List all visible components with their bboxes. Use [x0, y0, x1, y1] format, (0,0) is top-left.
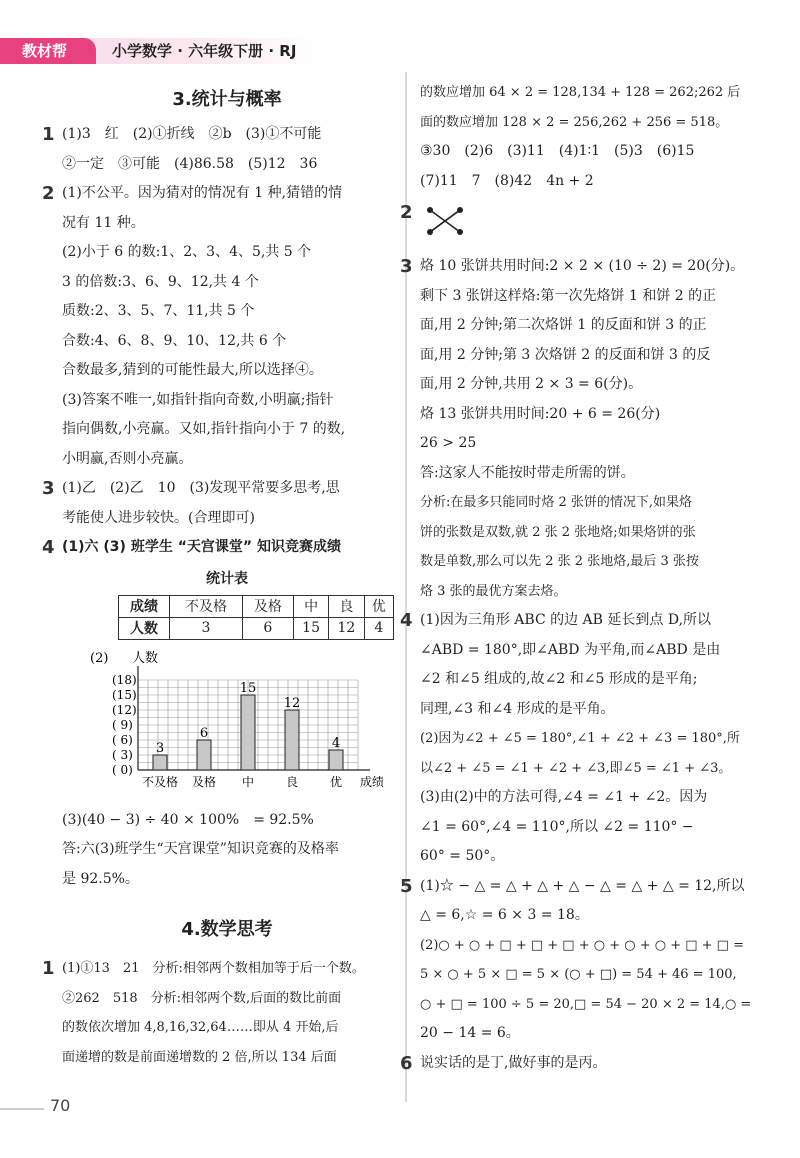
q3-line: 烙 13 张饼共用时间:20 + 6 = 26(分): [420, 405, 661, 422]
table-cell: 12: [329, 617, 364, 639]
q5-line: ○ + □ = 100 ÷ 5 = 20,□ = 54 − 20 × 2 = 14,○ =: [420, 996, 752, 1012]
q4-line: 同理,∠3 和∠4 形成的是平角。: [420, 700, 615, 717]
q3-line: [400, 252, 780, 282]
y-tick-label: ( 6): [112, 732, 133, 747]
q1-text: ②一定 ③可能 (4)86.58 (5)12 36: [62, 155, 318, 172]
q4-title: (1)六 (3) 班学生 “天宫课堂” 知识竞赛成绩: [62, 539, 341, 555]
q2-line: [62, 297, 392, 327]
q1-line: [62, 150, 392, 180]
s4q1-text: (1)①13 21 分析:相邻两个数相加等于后一个数。: [62, 961, 365, 976]
q6-text: 说实话的是丁,做好事的是丙。: [420, 1054, 607, 1071]
q3-line: [42, 474, 392, 504]
s4q1-line: ②262 518 分析:相邻两个数,后面的数比前面: [62, 990, 342, 1006]
bar: [329, 750, 343, 770]
q3-text: 考能使人进步较快。(合理即可): [62, 509, 255, 526]
header-tag: 教材帮: [0, 38, 96, 64]
bar: [197, 740, 211, 770]
x-tick-label: 中: [241, 774, 255, 789]
bar: [153, 755, 167, 770]
y-tick-label: ( 0): [112, 762, 133, 777]
q1-text: (1)3 红 (2)①折线 ②b (3)①不可能: [62, 126, 322, 142]
table-cell: 15: [293, 617, 328, 639]
y-tick-label: ( 9): [112, 717, 133, 732]
right-column: [400, 78, 780, 1078]
y-tick-label: (18): [112, 672, 137, 687]
q4-line: [42, 533, 392, 563]
q4-line: ∠1 = 60°,∠4 = 110°,所以 ∠2 = 110° −: [420, 818, 694, 835]
q2-line: [62, 415, 392, 445]
q2-line: [62, 356, 392, 386]
y-axis-label: 人数: [132, 650, 159, 666]
section4-title: 4.数学思考: [181, 919, 273, 940]
matching-lines-figure: [420, 196, 480, 252]
q3-analysis-line: 烙 3 张的最优方案去烙。: [420, 583, 567, 599]
bar-value-label: 15: [239, 680, 257, 696]
q-number: 3: [42, 478, 55, 499]
q-number: 5: [400, 875, 413, 897]
q4-line: ∠ABD = 180°,即∠ABD 为平角,而∠ABD 是由: [420, 641, 721, 658]
bar: [241, 695, 255, 770]
page-header: [0, 32, 330, 72]
q3-line: 面,用 2 分钟;第二次烙饼 1 的反面和饼 3 的正: [420, 317, 707, 333]
table-cell: 6: [242, 617, 293, 639]
x-tick-label: 及格: [191, 774, 217, 789]
x-tick-label: 良: [285, 774, 299, 789]
column-divider: [405, 72, 407, 1102]
y-tick-label: ( 3): [112, 747, 133, 762]
cont-line: 面的数应增加 128 × 2 = 256,262 + 256 = 518。: [420, 114, 729, 130]
q-number: 6: [400, 1052, 413, 1074]
bar-value-label: 3: [155, 740, 165, 756]
s4q1-line: 面递增的数是前面递增数的 2 倍,所以 134 后面: [62, 1049, 337, 1065]
q2-text: (1)不公平。因为猜对的情况有 1 种,猜错的情: [62, 185, 343, 201]
q-number: 2: [400, 202, 413, 223]
q1-line: [42, 120, 392, 150]
q2-text: 合数:4、6、8、9、10、12,共 6 个: [62, 332, 287, 349]
y-tick-label: (15): [112, 687, 137, 702]
q2-line: [62, 209, 392, 239]
q4-line: (2)因为∠2 + ∠5 = 180°,∠1 + ∠2 + ∠3 = 180°,所: [420, 731, 740, 746]
q4-text: (1)因为三角形 ABC 的边 AB 延长到点 D,所以: [420, 612, 712, 628]
q3-text: 烙 10 张饼共用时间:2 × 2 × (10 ÷ 2) = 20(分)。: [420, 258, 745, 274]
table-row: [119, 617, 394, 639]
chart-label: (2): [90, 650, 109, 666]
x-tick-label: 优: [329, 774, 343, 789]
bar-value-label: 12: [283, 695, 301, 711]
cont-line: ③30 (2)6 (3)11 (4)1∶1 (5)3 (6)15: [420, 143, 695, 159]
q4-line: ∠2 和∠5 组成的,故∠2 和∠5 形成的是平角;: [420, 671, 698, 687]
table-cell: 及格: [242, 595, 293, 617]
bar-chart: [62, 646, 392, 806]
page-number: 70: [50, 1096, 71, 1115]
q3-line: 26 > 25: [420, 435, 477, 451]
q2-text: 合数最多,猜到的可能性最大,所以选择④。: [62, 362, 323, 378]
bar-chart-svg: [62, 646, 392, 806]
q2-line: [42, 179, 392, 209]
q2-text: 小明赢,否则小亮赢。: [62, 450, 193, 467]
q2-matching: [400, 196, 780, 252]
q3-text: (1)乙 (2)乙 10 (3)发现平常要多思考,思: [62, 480, 340, 496]
cont-line: (7)11 7 (8)42 4n + 2: [420, 172, 594, 189]
q5-line: 5 × ○ + 5 × □ = 5 × (○ + □) = 54 + 46 = 100,: [420, 967, 737, 982]
q5-line: [400, 872, 780, 902]
score-table: [118, 595, 394, 640]
bar-value-label: 6: [199, 725, 209, 741]
bar-value-label: 4: [331, 735, 341, 751]
table-row: [119, 595, 394, 617]
table-cell: 不及格: [170, 595, 243, 617]
q5-text: (1)☆ − △ = △ + △ + △ − △ = △ + △ = 12,所以: [420, 877, 745, 894]
q5-line: (2)○ + ○ + □ + □ + □ + ○ + ○ + ○ + □ + □ =: [420, 937, 744, 953]
q2-text: 况有 11 种。: [62, 214, 145, 231]
q3-analysis-line: 饼的张数是双数,就 2 张 2 张地烙;如果烙饼的张: [420, 524, 696, 540]
q2-line: [62, 445, 392, 475]
q2-text: 质数:2、3、5、7、11,共 5 个: [62, 303, 255, 319]
q2-text: (2)小于 6 的数:1、2、3、4、5,共 5 个: [62, 244, 312, 260]
q3-analysis-line: 数是单数,那么可以先 2 张 2 张地烙,最后 3 张按: [420, 554, 699, 569]
cont-line: 的数应增加 64 × 2 = 128,134 + 128 = 262;262 后: [420, 85, 741, 100]
q-number: 1: [42, 124, 55, 145]
header-title: 小学数学 · 六年级下册 · RJ: [112, 42, 297, 60]
q-number: 4: [42, 537, 55, 558]
q5-line: 20 − 14 = 6。: [420, 1025, 520, 1041]
section3-title: 3.统计与概率: [172, 89, 282, 110]
q4-line: 60° = 50°。: [420, 848, 505, 864]
q2-text: 3 的倍数:3、6、9、12,共 4 个: [62, 273, 259, 290]
q4-answer-line: 答:六(3)班学生“天宫课堂”知识竞赛的及格率: [62, 841, 339, 857]
q3-line: 面,用 2 分钟,共用 2 × 3 = 6(分)。: [420, 376, 643, 392]
x-tick-label: 不及格: [141, 774, 179, 789]
q6-line: [400, 1049, 780, 1079]
q4-calc: (3)(40 − 3) ÷ 40 × 100% = 92.5%: [62, 811, 314, 828]
q5-line: △ = 6,☆ = 6 × 3 = 18。: [420, 907, 589, 923]
bar: [285, 710, 299, 770]
q2-text: 指向偶数,小亮赢。又如,指针指向小于 7 的数,: [62, 421, 346, 437]
q3-line: 剩下 3 张饼这样烙:第一次先烙饼 1 和饼 2 的正: [420, 287, 717, 304]
q2-line: [62, 327, 392, 357]
q3-line: [62, 504, 392, 534]
table-cell: 中: [293, 595, 328, 617]
q-number: 2: [42, 183, 55, 204]
footer-bar: [0, 1108, 44, 1110]
q-number: 4: [400, 610, 413, 631]
q4-answer-line: 是 92.5%。: [62, 870, 139, 887]
q2-text: (3)答案不唯一,如指针指向奇数,小明赢;指针: [62, 391, 334, 408]
y-tick-label: (12): [112, 702, 137, 717]
q3-line: 面,用 2 分钟;第 3 次烙饼 2 的反面和饼 3 的反: [420, 346, 711, 363]
table-cell: 良: [329, 595, 364, 617]
left-column: [42, 80, 392, 1072]
q3-analysis-line: 分析:在最多只能同时烙 2 张饼的情况下,如果烙: [420, 495, 693, 510]
q4-line: 以∠2 + ∠5 = ∠1 + ∠2 + ∠3,即∠5 = ∠1 + ∠3。: [420, 760, 732, 776]
q-number: 3: [400, 256, 413, 277]
q-number: 1: [42, 958, 55, 979]
table-title: 统计表: [206, 570, 248, 587]
table-cell: 3: [170, 617, 243, 639]
q2-line: [62, 268, 392, 298]
table-header-cell: 人数: [119, 617, 170, 639]
s4q1-line: [42, 954, 392, 984]
table-cell: 优: [364, 595, 393, 617]
table-cell: 4: [364, 617, 393, 639]
table-header-cell: 成绩: [119, 595, 170, 617]
q4-line: (3)由(2)中的方法可得,∠4 = ∠1 + ∠2。因为: [420, 789, 708, 805]
q4-line: [400, 606, 780, 636]
x-axis-label: 成绩: [360, 774, 385, 789]
q2-line: [62, 238, 392, 268]
q2-line: [62, 386, 392, 416]
s4q1-line: 的数依次增加 4,8,16,32,64……即从 4 开始,后: [62, 1020, 339, 1035]
q3-line: 答:这家人不能按时带走所需的饼。: [420, 464, 635, 481]
